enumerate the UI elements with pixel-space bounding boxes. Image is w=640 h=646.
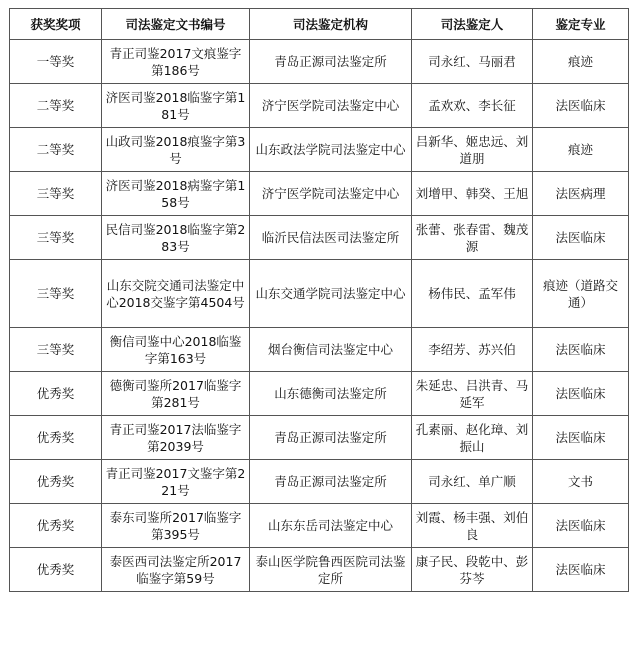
header-row (10, 9, 629, 40)
table-row (10, 260, 629, 328)
award-cell: 二等奖 (10, 128, 102, 172)
specialty-cell: 痕迹（道路交通） (533, 260, 629, 328)
institution-cell: 济宁医学院司法鉴定中心 (250, 172, 412, 216)
table-row (10, 460, 629, 504)
institution-cell: 青岛正源司法鉴定所 (250, 416, 412, 460)
specialty-cell: 法医临床 (533, 548, 629, 592)
header-doc-number: 司法鉴定文书编号 (102, 9, 250, 40)
award-cell: 优秀奖 (10, 460, 102, 504)
doc-number-cell: 济医司鉴2018病鉴字第158号 (102, 172, 250, 216)
specialty-cell: 法医临床 (533, 328, 629, 372)
specialty-cell: 痕迹 (533, 40, 629, 84)
specialty-cell: 法医临床 (533, 504, 629, 548)
specialty-cell: 痕迹 (533, 128, 629, 172)
award-cell: 三等奖 (10, 216, 102, 260)
table-row (10, 372, 629, 416)
specialty-cell: 文书 (533, 460, 629, 504)
award-cell: 优秀奖 (10, 416, 102, 460)
specialty-cell: 法医临床 (533, 216, 629, 260)
header-award: 获奖奖项 (10, 9, 102, 40)
award-cell: 优秀奖 (10, 504, 102, 548)
award-cell: 优秀奖 (10, 372, 102, 416)
table-row (10, 216, 629, 260)
specialty-cell: 法医临床 (533, 84, 629, 128)
doc-number-cell: 衡信司鉴中心2018临鉴字第163号 (102, 328, 250, 372)
award-cell: 三等奖 (10, 260, 102, 328)
appraisers-cell: 杨伟民、孟军伟 (412, 260, 533, 328)
appraisers-cell: 刘霞、杨丰强、刘伯良 (412, 504, 533, 548)
header-institution: 司法鉴定机构 (250, 9, 412, 40)
institution-cell: 山东德衡司法鉴定所 (250, 372, 412, 416)
award-cell: 三等奖 (10, 328, 102, 372)
doc-number-cell: 济医司鉴2018临鉴字第181号 (102, 84, 250, 128)
appraisers-cell: 司永红、马丽君 (412, 40, 533, 84)
table-body (10, 40, 629, 592)
appraisers-cell: 刘增甲、韩癸、王旭 (412, 172, 533, 216)
institution-cell: 青岛正源司法鉴定所 (250, 460, 412, 504)
specialty-cell: 法医临床 (533, 372, 629, 416)
table-row (10, 548, 629, 592)
doc-number-cell: 青正司鉴2017文鉴字第221号 (102, 460, 250, 504)
award-cell: 二等奖 (10, 84, 102, 128)
table-row (10, 172, 629, 216)
doc-number-cell: 民信司鉴2018临鉴字第283号 (102, 216, 250, 260)
specialty-cell: 法医临床 (533, 416, 629, 460)
institution-cell: 山东交通学院司法鉴定中心 (250, 260, 412, 328)
appraisers-cell: 张蕾、张春雷、魏茂源 (412, 216, 533, 260)
table-row (10, 128, 629, 172)
award-table (9, 8, 629, 592)
appraisers-cell: 朱延忠、吕洪青、马延军 (412, 372, 533, 416)
doc-number-cell: 德衡司鉴所2017临鉴字第281号 (102, 372, 250, 416)
header-specialty: 鉴定专业 (533, 9, 629, 40)
award-cell: 三等奖 (10, 172, 102, 216)
institution-cell: 济宁医学院司法鉴定中心 (250, 84, 412, 128)
doc-number-cell: 山政司鉴2018痕鉴字第3号 (102, 128, 250, 172)
institution-cell: 临沂民信法医司法鉴定所 (250, 216, 412, 260)
table-row (10, 84, 629, 128)
appraisers-cell: 孟欢欢、李长征 (412, 84, 533, 128)
appraisers-cell: 康子民、段乾中、彭芬芩 (412, 548, 533, 592)
institution-cell: 青岛正源司法鉴定所 (250, 40, 412, 84)
institution-cell: 山东政法学院司法鉴定中心 (250, 128, 412, 172)
table-row (10, 504, 629, 548)
doc-number-cell: 青正司鉴2017文痕鉴字第186号 (102, 40, 250, 84)
appraisers-cell: 吕新华、姬忠远、刘道朋 (412, 128, 533, 172)
institution-cell: 山东东岳司法鉴定中心 (250, 504, 412, 548)
doc-number-cell: 泰医西司法鉴定所2017临鉴字第59号 (102, 548, 250, 592)
table-row (10, 328, 629, 372)
award-cell: 一等奖 (10, 40, 102, 84)
appraisers-cell: 李绍芳、苏兴伯 (412, 328, 533, 372)
doc-number-cell: 泰东司鉴所2017临鉴字第395号 (102, 504, 250, 548)
doc-number-cell: 山东交院交通司法鉴定中心2018交鉴字第4504号 (102, 260, 250, 328)
specialty-cell: 法医病理 (533, 172, 629, 216)
doc-number-cell: 青正司鉴2017法临鉴字第2039号 (102, 416, 250, 460)
institution-cell: 烟台衡信司法鉴定中心 (250, 328, 412, 372)
header-appraisers: 司法鉴定人 (412, 9, 533, 40)
table-row (10, 416, 629, 460)
award-cell: 优秀奖 (10, 548, 102, 592)
appraisers-cell: 孔素丽、赵化璋、刘振山 (412, 416, 533, 460)
appraisers-cell: 司永红、单广顺 (412, 460, 533, 504)
institution-cell: 泰山医学院鲁西医院司法鉴定所 (250, 548, 412, 592)
table-header (10, 9, 629, 40)
table-row (10, 40, 629, 84)
